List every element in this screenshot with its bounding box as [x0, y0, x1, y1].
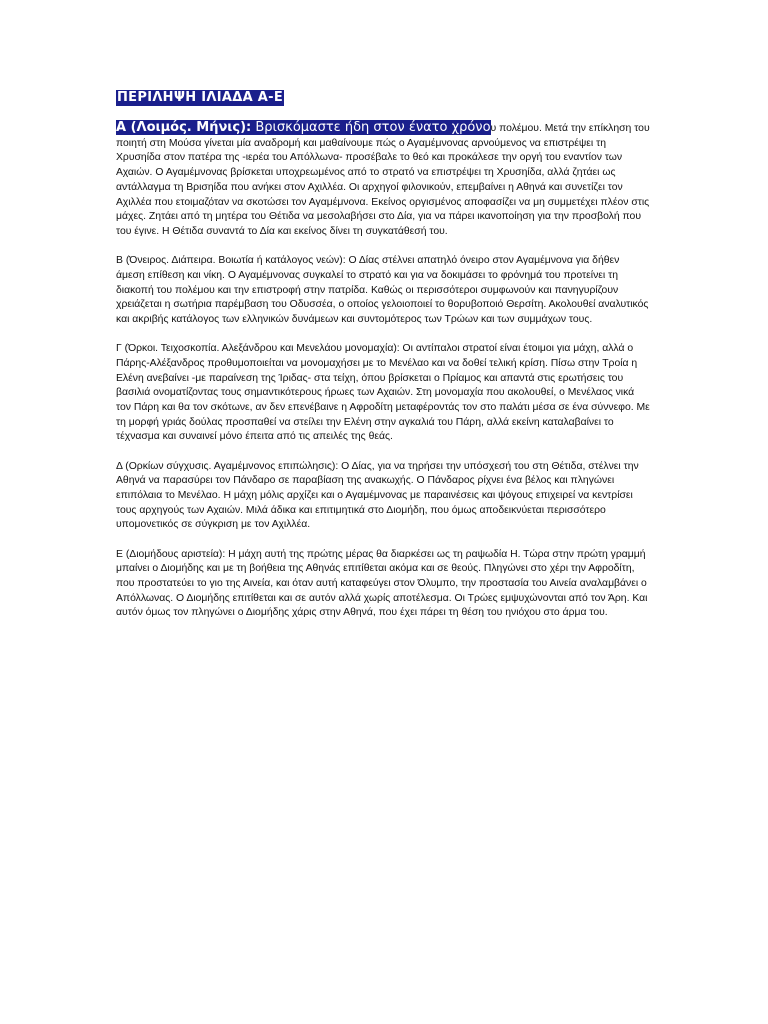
section-e	[116, 548, 650, 622]
section-d-text: Δ (Ορκίων σύγχυσις. Αγαμέμνονος επιπώλησις): Ο Δίας, για να τηρήσει την υπόσχεσή του στη Θέτιδα, στέλνει την Αθηνά να παρασύρει τον Πάνδαρο σε παραβίαση της ανακωχής. Ο Πάνδαρος ρίχνει ένα βέλος και πληγώνει επιπόλαια το Μενέλαο. Η μάχη μόλις αρχίζει και ο Αγαμέμνονας με παραινέσεις και ψόγους επιχειρεί να κεντρίσει τους αρχηγούς των Αχαιών. Μιλά άδικα και επιτιμητικά στο Διομήδη, που όμως αποδεικνύεται περισσότερο υπομονετικός σε σύγκριση με τον Αχιλλέα.	[116, 460, 639, 531]
section-b-text: Β (Όνειρος. Διάπειρα. Βοιωτία ή κατάλογος νεών): Ο Δίας στέλνει απατηλό όνειρο στον Αγαμέμνονα για δήθεν άμεση επίθεση και νίκη. Ο Αγαμέμνονας συγκαλεί το στρατό και για να δοκιμάσει το φρόνημά του προτείνει τη διακοπή του πολέμου και την επιστροφή στην πατρίδα. Καθώς οι περισσότεροι συμφωνούν και πανηγυρίζουν χρειάζεται η σωτήρια παρέμβαση του Οδυσσέα, ο οποίος γελοιοποιεί το θορυβοποιό Θερσίτη. Ακολουθεί αναλυτικός και ακριβής κατάλογος των ελληνικών δυνάμεων και συντομότερος των Τρώων και των συμμάχων τους.	[116, 255, 649, 325]
section-e-text: Ε (Διομήδους αριστεία): Η μάχη αυτή της πρώτης μέρας θα διαρκέσει ως τη ραψωδία Η. Τώρα στην πρώτη γραμμή μπαίνει ο Διομήδης και με τη βοήθεια της Αθηνάς επιτίθεται ακόμα και σε θεούς. Πληγώνει στο χέρι την Αφροδίτη, που προστατεύει το γιο της Αινεία, και όταν αυτή καταφεύγει στον Όλυμπο, την προστασία του Αινεία αναλαμβάνει ο Απόλλωνας. Ο Διομήδης επιτίθεται και σε αυτόν αλλά χωρίς αποτέλεσμα. Οι Τρώες εμψυχώνονται από τον Άρη. Και αυτόν όμως τον πληγώνει ο Διομήδης χάρις στην Αθηνά, που έχει πάρει τη θέση του ηνιόχου στο άρμα του.	[116, 548, 648, 619]
document-page	[116, 88, 650, 636]
section-a	[116, 120, 650, 240]
section-c-text: Γ (Όρκοι. Τειχοσκοπία. Αλεξάνδρου και Μενελάου μονομαχία): Οι αντίπαλοι στρατοί είναι έτοιμοι για μάχη, αλλά ο Πάρης-Αλέξανδρος προθυμοποιείται να μονομαχήσει με το Μενέλαο και να δοθεί τελική κρίση. Πίσω στην Τροία η Ελένη ανεβαίνει -με παραίνεση της Ίριδας- στα τείχη, όπου βρίσκεται ο Πρίαμος και απαντά στις ερωτήσεις του βασιλιά ονοματίζοντας τους σημαντικότερους ήρωες των Αχαιών. Στη μονομαχία που ακολουθεί, ο Μενέλαος νικά τον Πάρη και θα τον σκότωνε, αν δεν επενέβαινε η Αφροδίτη μεταφέροντάς τον στο παλάτι μέσα σε ένα σύννεφο. Με τη μορφή γριάς δούλας προσπαθεί να στείλει την Ελένη στην αγκαλιά του Πάρη, αλλά εκείνη καταλαβαίνει το τέχνασμα και συναινεί μόνο έπειτα από τις απειλές της θεάς.	[116, 343, 650, 443]
section-a-text: υ πολέμου. Μετά την επίκληση του ποιητή στη Μούσα γίνεται μία αναδρομή και μαθαίνουμε πώς ο Αγαμέμνονας αρνούμενος να επιστρέψει τη Χρυσηίδα στον πατέρα της -ιερέα του Απόλλωνα- προσέβαλε το θεό και προκάλεσε την οργή του εναντίον των Αχαιών. Ο Αγαμέμνονας βρίσκεται υποχρεωμένος από το στρατό να επιστρέψει τη Χρυσηίδα, αλλά ζητάει ως αντάλλαγμα τη Βρισηίδα που ανήκει στον Αχιλλέα. Οι αρχηγοί φιλονικούν, επεμβαίνει η Αθηνά και συνετίζει τον Αχιλλέα που ετοιμαζόταν να σκοτώσει τον Αγαμέμνονα. Εκείνος οργισμένος αποφασίζει να μη συμμετέχει πλέον στις μάχες. Ζητάει από τη μητέρα του Θέτιδα να μεσολαβήσει στο Δία, για να πάρει ικανοποίηση για την προσβολή που του έγινε. Η Θέτιδα συναντά το Δία και εκείνος δίνει τη συγκατάθεσή του.	[116, 123, 650, 237]
section-b	[116, 254, 650, 328]
section-a-heading: Α (Λοιμός. Μήνις):	[116, 120, 252, 135]
section-c	[116, 342, 650, 445]
section-d	[116, 460, 650, 534]
section-a-highlight: Βρισκόμαστε ήδη στον ένατο χρόνο	[251, 120, 491, 135]
document-title: ΠΕΡΙΛΗΨΗ ΙΛΙΑΔΑ Α-Ε	[117, 90, 283, 105]
